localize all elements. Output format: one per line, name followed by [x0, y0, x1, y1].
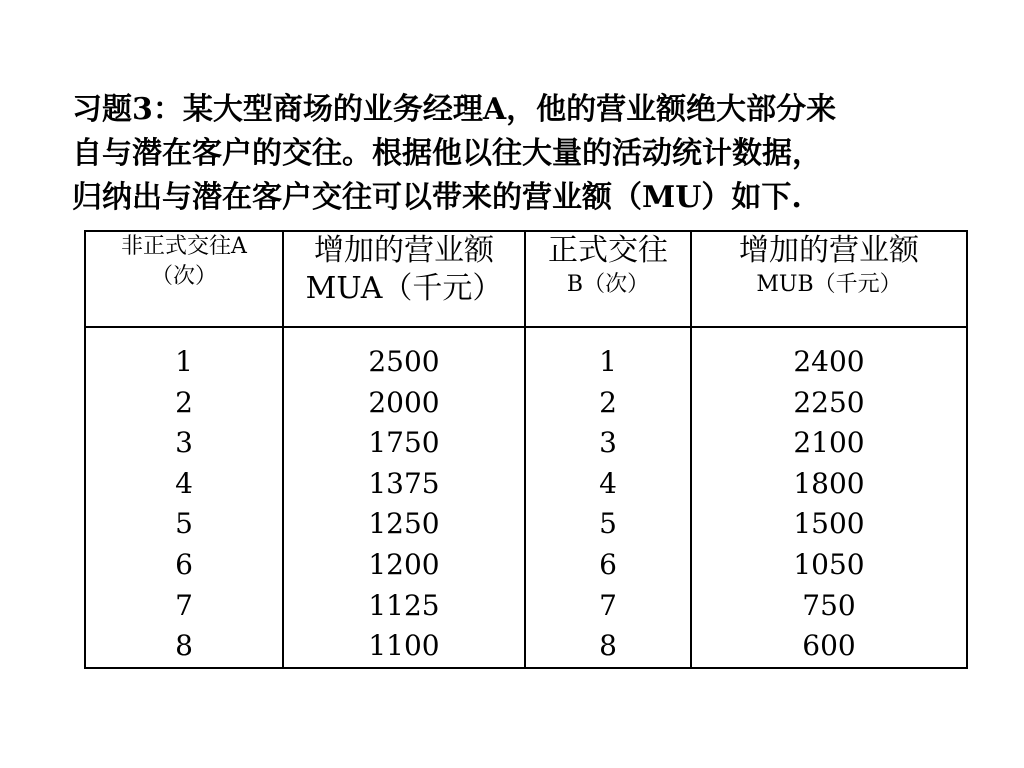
header-mub-unit: MUB（千元） — [756, 272, 902, 297]
table-body-row — [85, 327, 967, 668]
column-mua — [283, 327, 525, 668]
table-cell: 1500 — [793, 507, 865, 541]
problem-line-3: 归纳出与潜在客户交往可以带来的营业额（MU）如下. — [72, 180, 802, 215]
column-informal-visits — [85, 327, 283, 668]
header-mub — [691, 231, 967, 327]
table-cell: 1050 — [793, 547, 865, 581]
column-mub — [691, 327, 967, 668]
problem-line-1: 习题3：某大型商场的业务经理A，他的营业额绝大部分来 — [72, 92, 837, 127]
table-cell: 1125 — [368, 588, 440, 622]
table-cell: 750 — [802, 588, 856, 622]
table-cell: 600 — [802, 629, 856, 663]
table-cell: 1100 — [368, 629, 440, 663]
problem-statement — [72, 88, 962, 220]
column-formal-visits — [525, 327, 691, 668]
table-cell: 2 — [599, 385, 617, 419]
header-formal-visits — [525, 231, 691, 327]
table-cell: 1250 — [368, 507, 440, 541]
header-mub-label: 增加的营业额 — [739, 233, 919, 268]
table-cell: 5 — [599, 507, 617, 541]
header-informal-visits — [85, 231, 283, 327]
table-cell: 2500 — [368, 345, 440, 378]
table-cell: 1750 — [368, 426, 440, 460]
table-cell: 8 — [599, 629, 617, 663]
table-cell: 3 — [175, 426, 193, 460]
table-cell: 2400 — [793, 345, 865, 378]
table-cell: 7 — [599, 588, 617, 622]
table-header-row — [85, 231, 967, 327]
data-table — [84, 230, 968, 669]
table-cell: 8 — [175, 629, 193, 663]
header-informal-visits-unit: （次） — [150, 264, 217, 289]
table-cell: 7 — [175, 588, 193, 622]
table-cell: 1800 — [793, 466, 865, 500]
table-cell: 6 — [599, 547, 617, 581]
header-mua-label: 增加的营业额 — [314, 233, 494, 268]
table-cell: 6 — [175, 547, 193, 581]
header-mua — [283, 231, 525, 327]
table-cell: 2250 — [793, 385, 865, 419]
table-cell: 2 — [175, 385, 193, 419]
table-cell: 1200 — [368, 547, 440, 581]
table-cell: 3 — [599, 426, 617, 460]
table-cell: 1 — [175, 345, 193, 378]
header-formal-visits-label: 正式交往 — [548, 233, 668, 268]
table-cell: 2000 — [368, 385, 440, 419]
table-cell: 1 — [599, 345, 617, 378]
header-formal-visits-unit: B（次） — [566, 272, 650, 297]
header-mua-unit: MUA（千元） — [305, 271, 503, 306]
data-table-container — [84, 230, 966, 664]
problem-line-2: 自与潜在客户的交往。根据他以往大量的活动统计数据， — [72, 136, 822, 171]
header-informal-visits-label: 非正式交往A — [121, 234, 247, 259]
table-cell: 2100 — [793, 426, 865, 460]
table-cell: 5 — [175, 507, 193, 541]
table-cell: 1375 — [368, 466, 440, 500]
table-cell: 4 — [175, 466, 193, 500]
table-cell: 4 — [599, 466, 617, 500]
